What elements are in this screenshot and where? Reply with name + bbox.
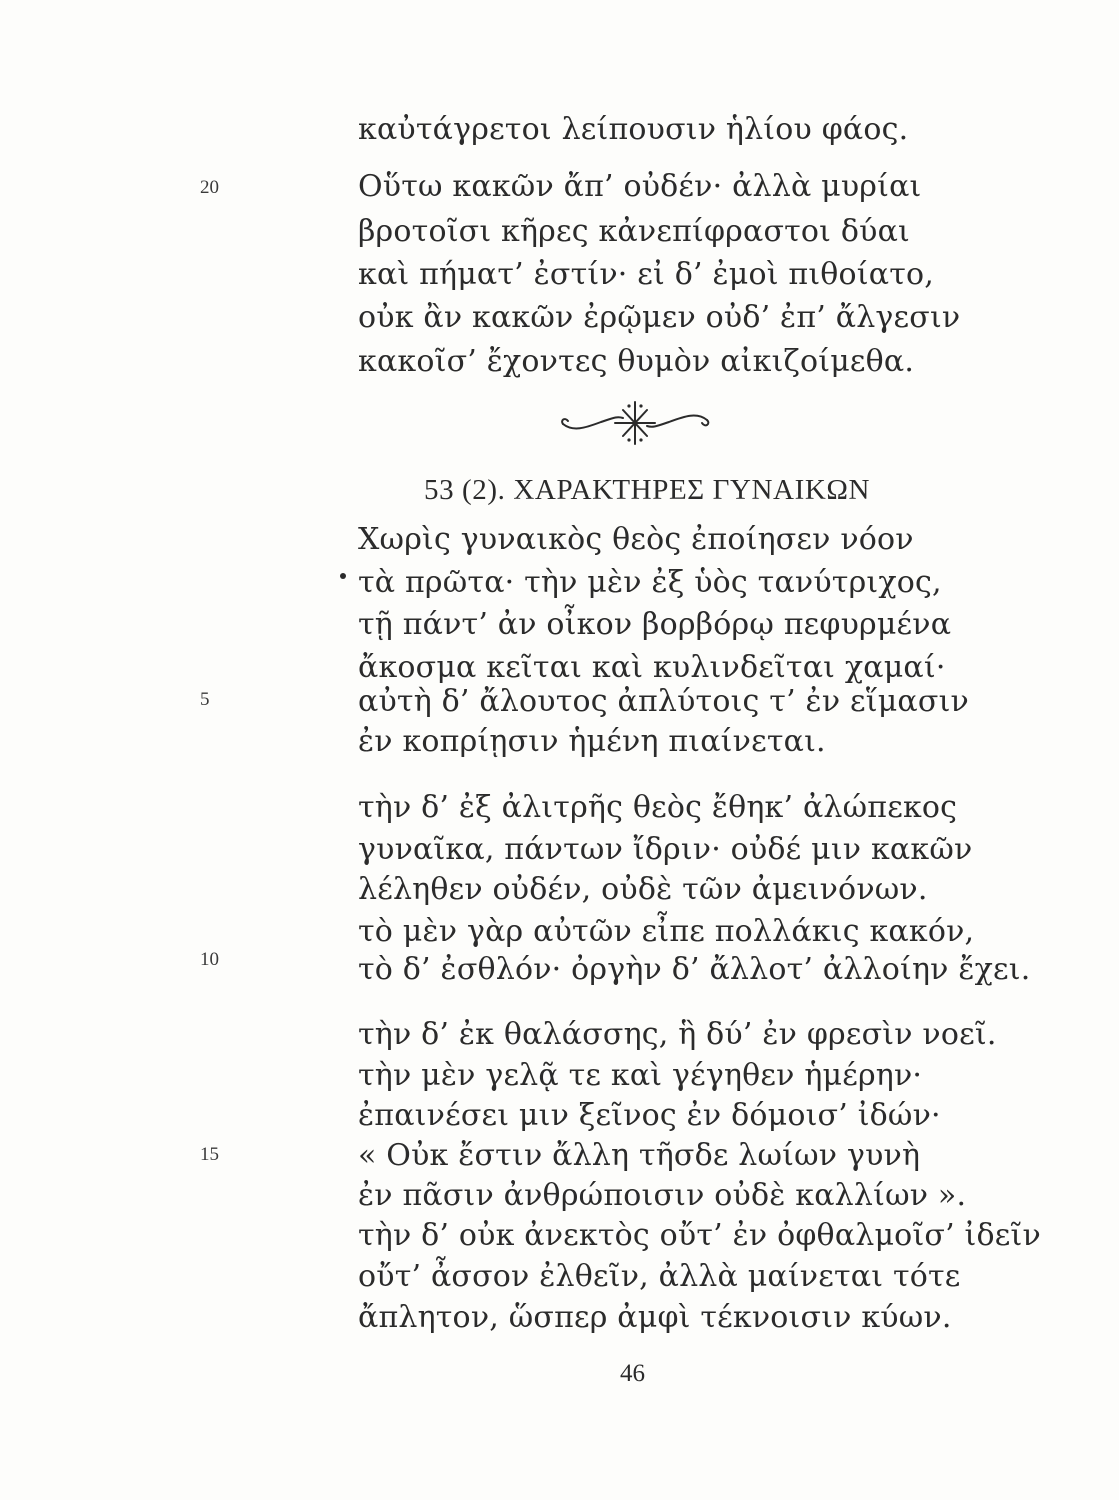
verse-line: αὐτὴ δ’ ἄλουτος ἀπλύτοις τ’ ἐν εἵμασιν xyxy=(358,684,969,719)
verse-line: ἐπαινέσει μιν ξεῖνος ἐν δόμοισ’ ἰδών· xyxy=(358,1098,941,1133)
fleuron-ornament-icon xyxy=(555,398,715,448)
verse-line: τὸ δ’ ἐσθλόν· ὀργὴν δ’ ἄλλοτ’ ἀλλοίην ἔχει. xyxy=(358,952,1031,987)
verse-line: λέληθεν οὐδέν, οὐδὲ τῶν ἀμεινόνων. xyxy=(358,872,928,907)
verse-line: τὴν δ’ οὐκ ἀνεκτὸς οὔτ’ ἐν ὀφθαλμοῖσ’ ἰδεῖν xyxy=(358,1218,1041,1253)
margin-mark xyxy=(340,573,346,579)
line-number: 5 xyxy=(200,689,210,710)
verse-line: ἄκοσμα κεῖται καὶ κυλινδεῖται χαμαί· xyxy=(358,650,946,685)
poem-title: 53 (2). ΧΑΡΑΚΤΗΡΕΣ ΓΥΝΑΙΚΩΝ xyxy=(424,474,871,506)
verse-line: τὰ πρῶτα· τὴν μὲν ἐξ ὑὸς τανύτριχος, xyxy=(358,565,942,600)
verse-line: οὔτ’ ἆσσον ἐλθεῖν, ἀλλὰ μαίνεται τότε xyxy=(358,1259,961,1294)
page-number: 46 xyxy=(620,1360,645,1387)
verse-line: οὐκ ἂν κακῶν ἐρῷμεν οὐδ’ ἐπ’ ἄλγεσιν xyxy=(358,300,961,335)
verse-line: τῇ πάντ’ ἀν οἶκον βορβόρῳ πεφυρμένα xyxy=(358,607,952,642)
verse-line: Οὕτω κακῶν ἄπ’ οὐδέν· ἀλλὰ μυρίαι xyxy=(358,169,922,204)
verse-line: « Οὐκ ἔστιν ἄλλη τῆσδε λωίων γυνὴ xyxy=(358,1138,921,1173)
verse-line: τὴν δ’ ἐκ θαλάσσης, ἣ δύ’ ἐν φρεσὶν νοεῖ. xyxy=(358,1017,997,1052)
verse-line: τὴν δ’ ἐξ ἀλιτρῆς θεὸς ἔθηκ’ ἀλώπεκος xyxy=(358,790,958,825)
verse-line: βροτοῖσι κῆρες κἀνεπίφραστοι δύαι xyxy=(358,214,911,249)
line-number: 15 xyxy=(200,1144,219,1165)
verse-line: Χωρὶς γυναικὸς θεὸς ἐποίησεν νόον xyxy=(358,522,914,557)
verse-line: ἐν πᾶσιν ἀνθρώποισιν οὐδὲ καλλίων ». xyxy=(358,1178,967,1213)
line-number: 20 xyxy=(200,177,219,198)
verse-line: τὴν μὲν γελᾷ τε καὶ γέγηθεν ἡμέρην· xyxy=(358,1058,923,1093)
verse-line: τὸ μὲν γὰρ αὐτῶν εἶπε πολλάκις κακόν, xyxy=(358,914,975,949)
verse-line: ἄπλητον, ὥσπερ ἀμφὶ τέκνοισιν κύων. xyxy=(358,1300,952,1335)
line-number: 10 xyxy=(200,949,219,970)
verse-line: γυναῖκα, πάντων ἴδριν· οὐδέ μιν κακῶν xyxy=(358,832,973,867)
verse-line: καὶ πήματ’ ἐστίν· εἰ δ’ ἐμοὶ πιθοίατο, xyxy=(358,257,935,292)
verse-line: ἐν κοπρίῃσιν ἡμένη πιαίνεται. xyxy=(358,724,826,759)
verse-line: κακοῖσ’ ἔχοντες θυμὸν αἰκιζοίμεθα. xyxy=(358,344,915,379)
verse-line: καὐτάγρετοι λείπουσιν ἡλίου φάος. xyxy=(358,112,909,147)
